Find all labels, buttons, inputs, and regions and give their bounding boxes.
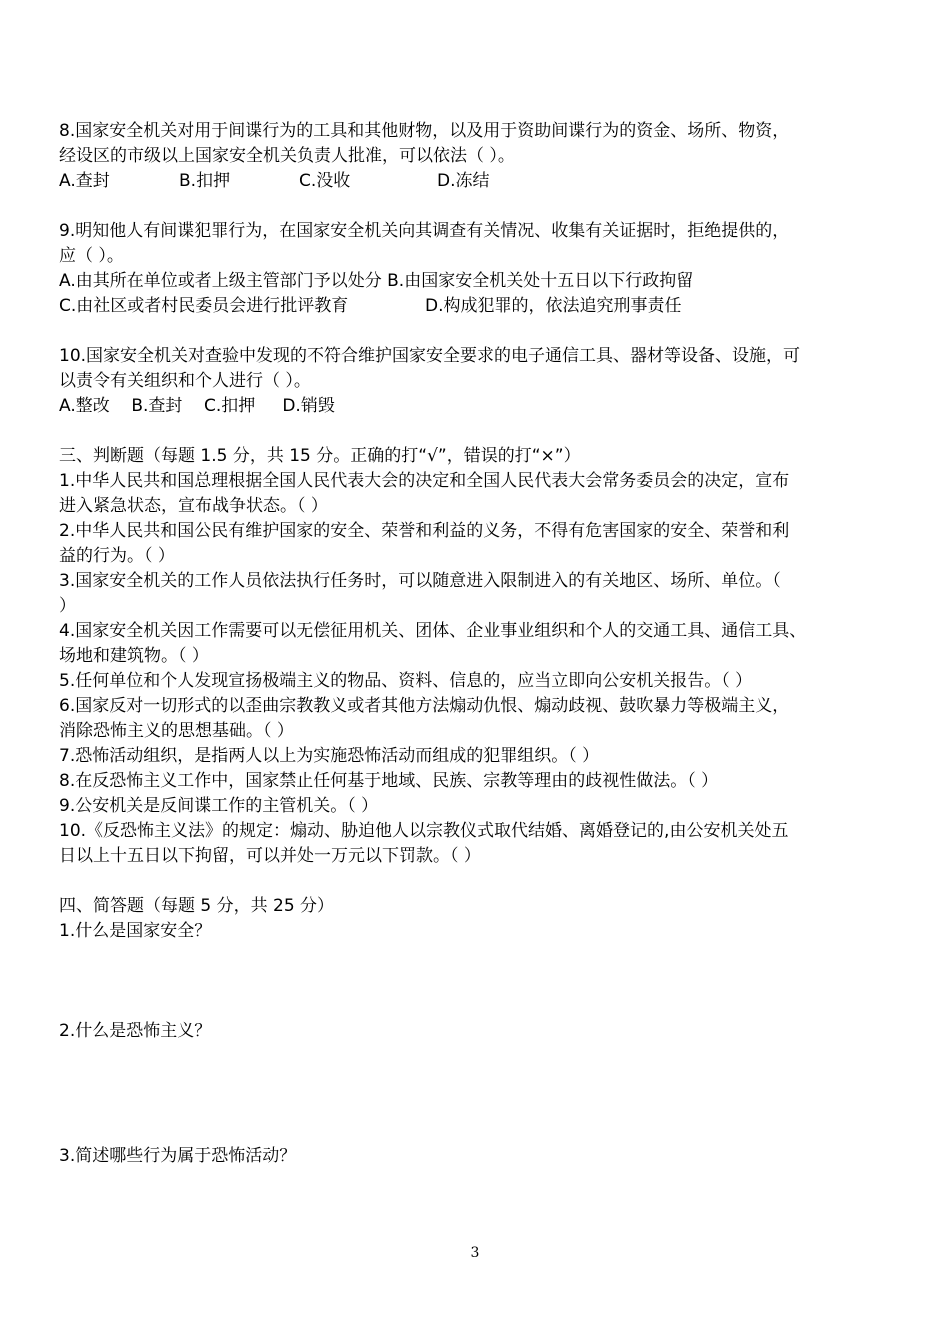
page-number: 3: [470, 1245, 480, 1261]
tf-line: 场地和建筑物。（ ）: [59, 646, 209, 666]
q10-stem-line-1: 10.国家安全机关对查验中发现的不符合维护国家安全要求的电子通信工具、器材等设备、设施，可: [59, 346, 801, 366]
q9-stem-line-1: 9.明知他人有间谍犯罪行为，在国家安全机关向其调查有关情况、收集有关证据时，拒绝提供的，: [59, 221, 790, 241]
tf-line: 8.在反恐怖主义工作中，国家禁止任何基于地域、民族、宗教等理由的歧视性做法。（ ）: [59, 771, 719, 791]
answer-space: [59, 1044, 909, 1144]
tf-line: 1.中华人民共和国总理根据全国人民代表大会的决定和全国人民代表大会常务委员会的决定，宣布: [59, 471, 790, 491]
q8-stem-line-1: 8.国家安全机关对用于间谍行为的工具和其他财物，以及用于资助间谍行为的资金、场所、物资，: [59, 121, 790, 141]
q8-options: [59, 169, 909, 194]
q9-option-d: D.构成犯罪的，依法追究刑事责任: [425, 296, 682, 316]
q8-option-a: A.查封: [59, 171, 110, 191]
q8-option-b: B.扣押: [179, 171, 231, 191]
tf-line: 4.国家安全机关因工作需要可以无偿征用机关、团体、企业事业组织和个人的交通工具、通信工具、: [59, 621, 807, 641]
tf-line: 进入紧急状态，宣布战争状态。（ ）: [59, 496, 328, 516]
tf-line: 消除恐怖主义的思想基础。（ ）: [59, 721, 294, 741]
q10-options: A.整改 B.查封 C.扣押 D.销毁: [59, 396, 335, 416]
section3-heading: 三、判断题（每题 1.5 分，共 15 分。正确的打“√”，错误的打“×”）: [59, 446, 581, 466]
tf-line: 2.中华人民共和国公民有维护国家的安全、荣誉和利益的义务，不得有危害国家的安全、荣誉和利: [59, 521, 790, 541]
tf-line: 益的行为。（ ）: [59, 546, 175, 566]
tf-line: 3.国家安全机关的工作人员依法执行任务时，可以随意进入限制进入的有关地区、场所、单位。（: [59, 571, 781, 591]
q8-option-d: D.冻结: [437, 171, 490, 191]
q9-stem-line-2: 应（ ）。: [59, 246, 124, 266]
short-answer-q2: 2.什么是恐怖主义？: [59, 1021, 212, 1041]
tf-line: 7.恐怖活动组织，是指两人以上为实施恐怖活动而组成的犯罪组织。（ ）: [59, 746, 600, 766]
q9-option-c: C.由社区或者村民委员会进行批评教育: [59, 296, 349, 316]
tf-line: ）: [59, 596, 76, 616]
short-answer-q1: 1.什么是国家安全？: [59, 921, 212, 941]
tf-line: 5.任何单位和个人发现宣扬极端主义的物品、资料、信息的，应当立即向公安机关报告。（ ）: [59, 671, 753, 691]
tf-line: 10.《反恐怖主义法》的规定：煽动、胁迫他人以宗教仪式取代结婚、离婚登记的,由公安机关处五: [59, 821, 789, 841]
q8-option-c: C.没收: [299, 171, 351, 191]
answer-space: [59, 944, 909, 1019]
section4-heading: 四、简答题（每题 5 分，共 25 分）: [59, 896, 335, 916]
tf-line: 6.国家反对一切形式的以歪曲宗教教义或者其他方法煽动仇恨、煽动歧视、鼓吹暴力等极端主义，: [59, 696, 790, 716]
q8-stem-line-2: 经设区的市级以上国家安全机关负责人批准，可以依法（ ）。: [59, 146, 515, 166]
q9-options-ab: A.由其所在单位或者上级主管部门予以处分 B.由国家安全机关处十五日以下行政拘留: [59, 271, 694, 291]
q10-stem-line-2: 以责令有关组织和个人进行（ ）。: [59, 371, 311, 391]
document-page: [59, 119, 909, 1169]
short-answer-q3: 3.简述哪些行为属于恐怖活动？: [59, 1146, 297, 1166]
tf-line: 9.公安机关是反间谍工作的主管机关。（ ）: [59, 796, 379, 816]
tf-line: 日以上十五日以下拘留，可以并处一万元以下罚款。（ ）: [59, 846, 481, 866]
q9-options-cd: [59, 294, 909, 319]
